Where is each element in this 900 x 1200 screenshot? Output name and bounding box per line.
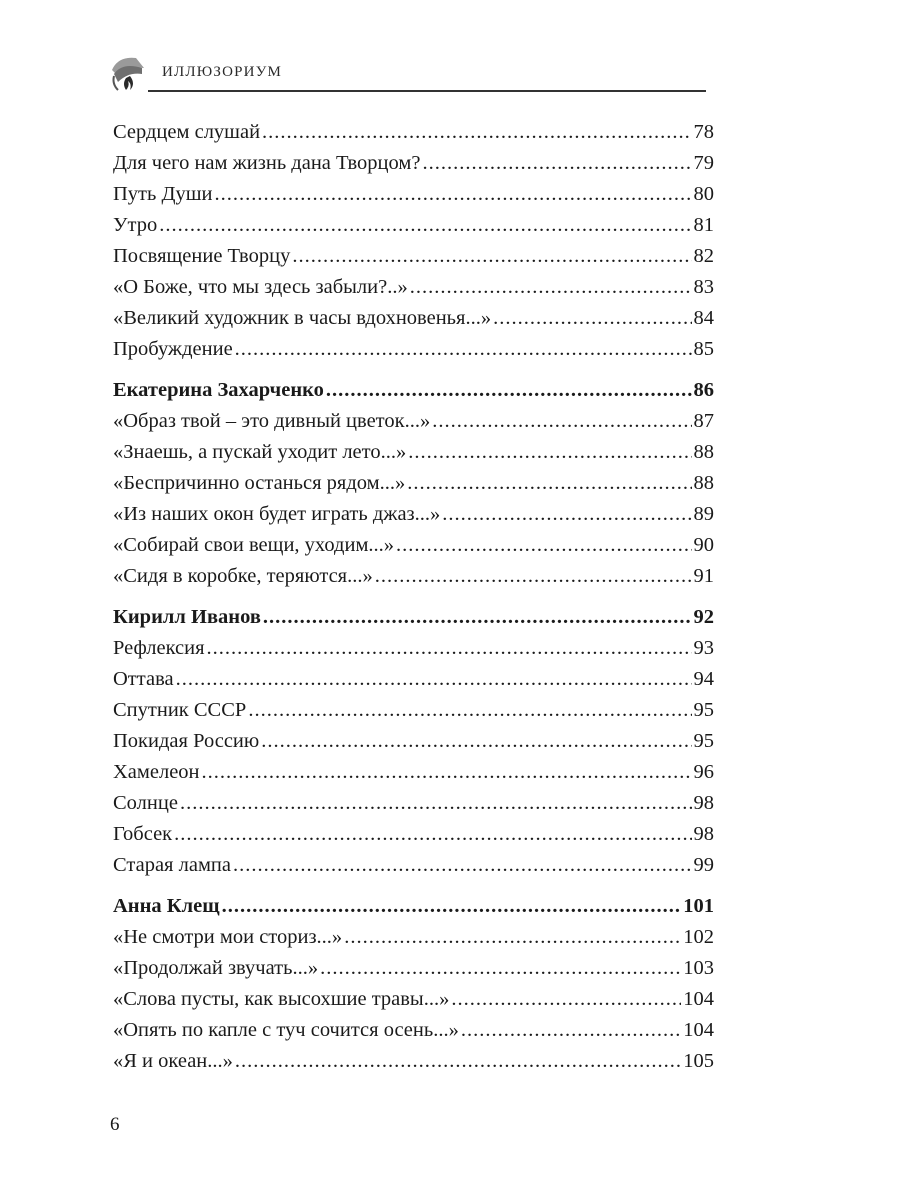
- toc-entry-title: «Из наших окон будет играть джаз...»: [113, 503, 441, 525]
- toc-entry-page: 96: [693, 761, 714, 783]
- dot-leader: [261, 726, 691, 757]
- header-rule: [148, 90, 706, 92]
- dot-leader: [176, 664, 692, 695]
- dot-leader: [410, 272, 692, 303]
- dot-leader: [326, 375, 692, 406]
- toc-entry-title: «Сидя в коробке, теряются...»: [113, 565, 373, 587]
- toc-entry-title: «Не смотри мои сториз...»: [113, 926, 343, 948]
- toc-entry-page: 90: [693, 534, 714, 556]
- dot-leader: [233, 850, 692, 881]
- toc-author-entry[interactable]: [113, 375, 714, 406]
- toc-entry-title: Пробуждение: [113, 338, 233, 360]
- toc-entry-page: 78: [693, 121, 714, 143]
- toc-entry[interactable]: [113, 210, 714, 241]
- toc-entry-title: Оттава: [113, 668, 174, 690]
- dot-leader: [432, 406, 691, 437]
- toc-entry-page: 87: [693, 410, 714, 432]
- toc-entry[interactable]: [113, 819, 714, 850]
- toc-entry-title: Екатерина Захарченко: [113, 379, 324, 401]
- toc-entry[interactable]: [113, 695, 714, 726]
- toc-entry-page: 94: [693, 668, 714, 690]
- toc-entry[interactable]: [113, 468, 714, 499]
- toc-entry[interactable]: [113, 850, 714, 881]
- toc-entry-page: 85: [693, 338, 714, 360]
- toc-entry[interactable]: [113, 272, 714, 303]
- dot-leader: [262, 117, 691, 148]
- toc-entry-title: «Слова пусты, как высохшие травы...»: [113, 988, 450, 1010]
- toc-entry-title: «Беспричинно останься рядом...»: [113, 472, 406, 494]
- dot-leader: [407, 468, 691, 499]
- toc-entry[interactable]: [113, 788, 714, 819]
- toc-entry-title: Утро: [113, 214, 158, 236]
- dot-leader: [159, 210, 691, 241]
- toc-entry[interactable]: [113, 148, 714, 179]
- toc-entry[interactable]: [113, 757, 714, 788]
- toc-entry[interactable]: [113, 984, 714, 1015]
- toc-entry-page: 80: [693, 183, 714, 205]
- toc-entry-title: «Образ твой – это дивный цветок...»: [113, 410, 431, 432]
- dot-leader: [408, 437, 691, 468]
- dot-leader: [180, 788, 692, 819]
- toc-entry-page: 95: [693, 730, 714, 752]
- toc-entry-page: 89: [693, 503, 714, 525]
- dot-leader: [235, 334, 692, 365]
- toc-entry-page: 98: [693, 823, 714, 845]
- toc-entry-title: «Великий художник в часы вдохновенья...»: [113, 307, 492, 329]
- dot-leader: [320, 953, 681, 984]
- toc-entry-title: Покидая Россию: [113, 730, 260, 752]
- dot-leader: [422, 148, 691, 179]
- dot-leader: [344, 922, 681, 953]
- toc-author-entry[interactable]: [113, 891, 714, 922]
- toc-entry[interactable]: [113, 726, 714, 757]
- dot-leader: [263, 602, 692, 633]
- toc-entry-title: Спутник СССР: [113, 699, 247, 721]
- dot-leader: [235, 1046, 681, 1077]
- toc-entry[interactable]: [113, 1046, 714, 1077]
- toc-entry-title: «Знаешь, а пускай уходит лето...»: [113, 441, 407, 463]
- toc-entry[interactable]: [113, 303, 714, 334]
- toc-entry[interactable]: [113, 633, 714, 664]
- toc-entry-page: 104: [683, 988, 714, 1010]
- toc-entry[interactable]: [113, 499, 714, 530]
- running-header: [108, 48, 710, 94]
- toc-entry-page: 91: [693, 565, 714, 587]
- dot-leader: [461, 1015, 681, 1046]
- dot-leader: [493, 303, 691, 334]
- dot-leader: [174, 819, 691, 850]
- dot-leader: [222, 891, 682, 922]
- dot-leader: [292, 241, 691, 272]
- header-title: ИЛЛЮЗОРИУМ: [162, 64, 283, 80]
- toc-entry[interactable]: [113, 179, 714, 210]
- toc-entry[interactable]: [113, 922, 714, 953]
- toc-entry-title: «Продолжай звучать...»: [113, 957, 319, 979]
- toc-entry-page: 105: [683, 1050, 714, 1072]
- toc-entry-page: 81: [693, 214, 714, 236]
- toc-entry-page: 102: [683, 926, 714, 948]
- toc-entry[interactable]: [113, 334, 714, 365]
- dot-leader: [248, 695, 691, 726]
- toc-entry-title: Хамелеон: [113, 761, 200, 783]
- toc-entry-title: Анна Клещ: [113, 895, 220, 917]
- toc-entry-page: 92: [693, 606, 714, 628]
- dot-leader: [375, 561, 692, 592]
- toc-entry-page: 101: [683, 895, 714, 917]
- toc-entry-title: «Собирай свои вещи, уходим...»: [113, 534, 395, 556]
- toc-entry-page: 79: [693, 152, 714, 174]
- dot-leader: [207, 633, 692, 664]
- toc-entry-title: Для чего нам жизнь дана Творцом?: [113, 152, 421, 174]
- toc-entry-page: 98: [693, 792, 714, 814]
- page-number: 6: [110, 1114, 120, 1135]
- toc-entry[interactable]: [113, 664, 714, 695]
- toc-author-entry[interactable]: [113, 602, 714, 633]
- toc-entry[interactable]: [113, 1015, 714, 1046]
- toc-entry-page: 83: [693, 276, 714, 298]
- toc-entry-title: Сердцем слушай: [113, 121, 261, 143]
- toc-entry-title: Кирилл Иванов: [113, 606, 261, 628]
- toc-entry-page: 82: [693, 245, 714, 267]
- toc-entry-title: Рефлексия: [113, 637, 205, 659]
- toc-entry-title: «Опять по капле с туч сочится осень...»: [113, 1019, 459, 1041]
- toc-entry[interactable]: [113, 406, 714, 437]
- dot-leader: [442, 499, 691, 530]
- toc-entry-title: «Я и океан...»: [113, 1050, 233, 1072]
- table-of-contents: [113, 117, 714, 1077]
- toc-entry[interactable]: [113, 530, 714, 561]
- toc-entry-page: 103: [683, 957, 714, 979]
- toc-entry-title: Гобсек: [113, 823, 173, 845]
- toc-entry-page: 88: [693, 441, 714, 463]
- toc-entry-page: 95: [693, 699, 714, 721]
- toc-entry[interactable]: [113, 953, 714, 984]
- toc-entry[interactable]: [113, 561, 714, 592]
- toc-entry-page: 86: [693, 379, 714, 401]
- book-flame-logo-icon: [108, 48, 152, 92]
- toc-entry-title: Посвящение Творцу: [113, 245, 291, 267]
- toc-entry-title: «О Боже, что мы здесь забыли?..»: [113, 276, 408, 298]
- toc-entry[interactable]: [113, 437, 714, 468]
- toc-entry[interactable]: [113, 241, 714, 272]
- toc-entry-page: 104: [683, 1019, 714, 1041]
- toc-entry-page: 88: [693, 472, 714, 494]
- dot-leader: [451, 984, 681, 1015]
- dot-leader: [202, 757, 692, 788]
- toc-entry-title: Старая лампа: [113, 854, 231, 876]
- toc-entry[interactable]: [113, 117, 714, 148]
- toc-entry-page: 84: [693, 307, 714, 329]
- dot-leader: [214, 179, 691, 210]
- dot-leader: [396, 530, 691, 561]
- toc-entry-page: 93: [693, 637, 714, 659]
- toc-entry-title: Солнце: [113, 792, 178, 814]
- toc-entry-title: Путь Души: [113, 183, 213, 205]
- toc-entry-page: 99: [693, 854, 714, 876]
